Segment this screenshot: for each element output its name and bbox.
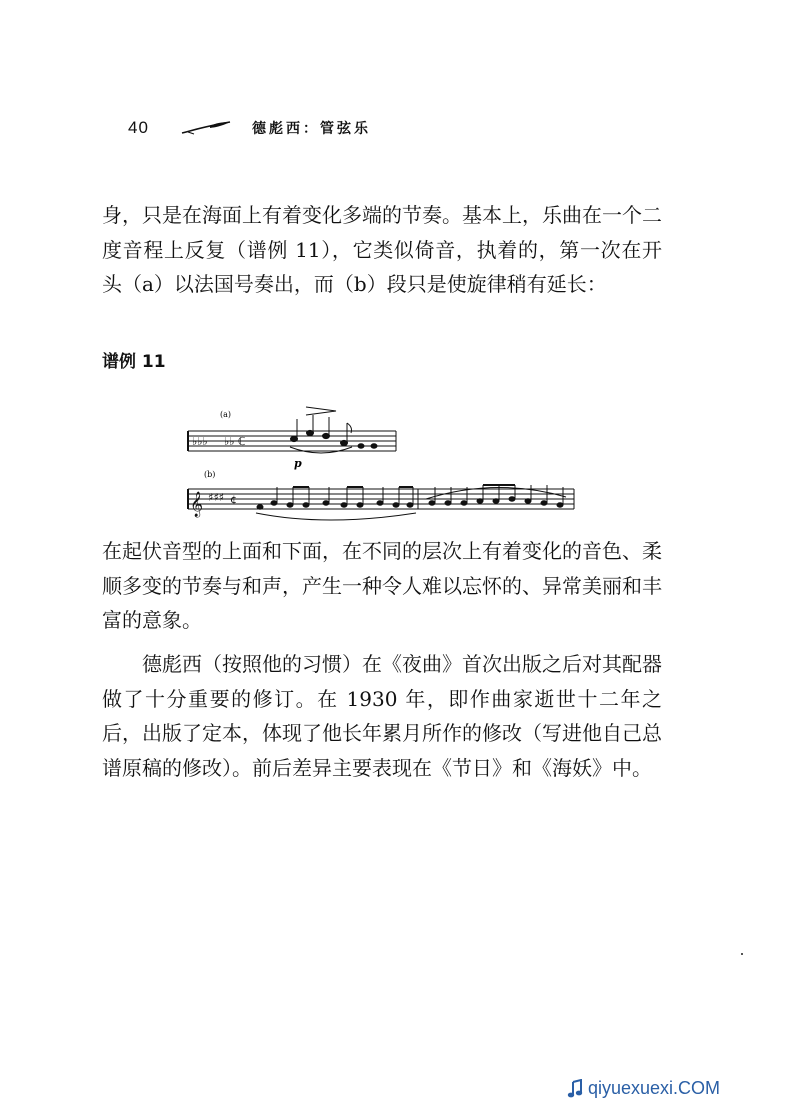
watermark-text: qiyuexuexi.COM: [588, 1078, 721, 1098]
svg-text:♭♭ ℂ: ♭♭ ℂ: [224, 435, 246, 448]
svg-text:𝄞: 𝄞: [190, 492, 204, 517]
part-a-label: (a): [220, 410, 232, 419]
running-title: 德彪西：管弦乐: [252, 121, 371, 137]
example-label: 谱例 11: [102, 352, 166, 372]
paragraph-1: 身，只是在海面上有着变化多端的节奏。基本上，乐曲在一个二度音程上反复（谱例 11），它类似倚音，执着的，第一次在开头（a）以法国号奏出，而（b）段只是使旋律稍有延长：: [102, 203, 662, 296]
staff-b: [188, 489, 574, 509]
dynamic-mark: p: [294, 457, 302, 470]
page-number: 40: [128, 118, 149, 137]
paragraph-2: 在起伏音型的上面和下面，在不同的层次上有着变化的音色、柔顺多变的节奏与和声，产生一种令人难以忘怀的、异常美丽和丰富的意象。: [102, 539, 662, 632]
svg-text:♯♯♯: ♯♯♯: [208, 491, 224, 504]
music-score-figure: [186, 395, 576, 525]
page-header: [128, 118, 448, 142]
paragraph-3: 德彪西（按照他的习惯）在《夜曲》首次出版之后对其配器做了十分重要的修订。在 1930 年，即作曲家逝世十二年之后，出版了定本，体现了他长年累月所作的修改（写进他自己总谱原稿的修改）。前后差异主要表现在《节日》和《海妖》中。: [102, 652, 662, 780]
music-note-icon: [566, 1079, 584, 1099]
svg-text:♭♭♭: ♭♭♭: [192, 435, 208, 448]
quill-ornament-icon: [180, 120, 232, 136]
staff-b-marks: [190, 485, 566, 520]
svg-text:¢: ¢: [230, 493, 237, 506]
scan-speck: [741, 953, 743, 955]
part-b-label: (b): [204, 470, 216, 479]
site-watermark: [566, 1078, 720, 1099]
